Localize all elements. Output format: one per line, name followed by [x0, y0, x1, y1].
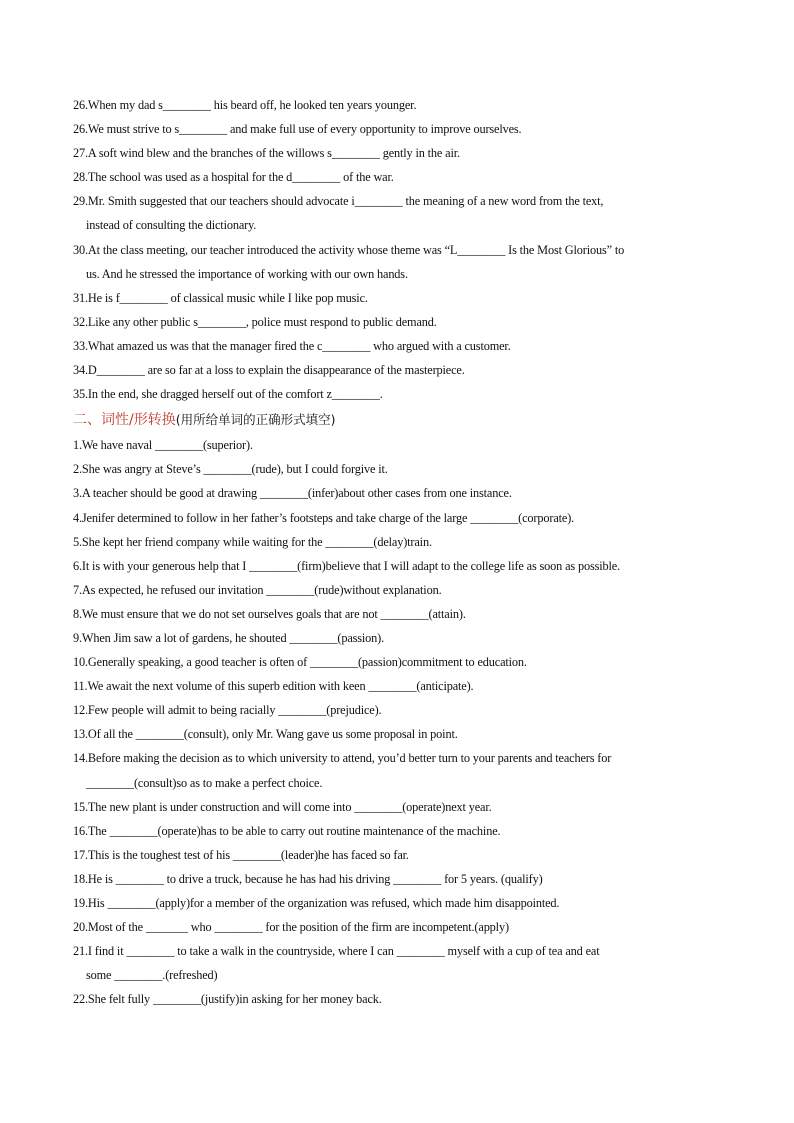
exercise-line-continued: us. And he stressed the importance of working with our own hands.	[86, 266, 408, 281]
exercise-line-continued: some ________.(refreshed)	[86, 968, 218, 983]
exercise-line: 21.I find it ________ to take a walk in the countryside, where I can ________ myself with a cup of tea and eat	[73, 944, 600, 959]
exercise-line: 2.She was angry at Steve’s ________(rude), but I could forgive it.	[73, 462, 388, 477]
worksheet-content	[73, 93, 733, 1011]
exercise-line: 34.D________ are so far at a loss to explain the disappearance of the masterpiece.	[73, 363, 465, 378]
section-heading-title: 二、词性/形转换	[73, 412, 176, 429]
exercise-line: 16.The ________(operate)has to be able to carry out routine maintenance of the machine.	[73, 823, 501, 838]
exercise-line: 30.At the class meeting, our teacher introduced the activity whose theme was “L________ Is the Most Glorious” to	[73, 242, 625, 257]
exercise-line: 12.Few people will admit to being racially ________(prejudice).	[73, 703, 382, 718]
section-heading	[73, 407, 733, 433]
exercise-line: 6.It is with your generous help that I ________(firm)believe that I will adapt to the college life as soon as possible.	[73, 558, 620, 573]
exercise-line: 4.Jenifer determined to follow in her father’s footsteps and take charge of the large ________(corporate).	[73, 510, 575, 525]
exercise-line-continued: ________(consult)so as to make a perfect choice.	[86, 775, 323, 790]
exercise-line: 10.Generally speaking, a good teacher is often of ________(passion)commitment to education.	[73, 655, 527, 670]
exercise-line: 19.His ________(apply)for a member of the organization was refused, which made him disappointed.	[73, 896, 560, 910]
exercise-line: 29.Mr. Smith suggested that our teachers should advocate i________ the meaning of a new word from the text,	[73, 194, 604, 209]
exercise-line: 7.As expected, he refused our invitation ________(rude)without explanation.	[73, 582, 442, 597]
exercise-line: 17.This is the toughest test of his ________(leader)he has faced so far.	[73, 847, 409, 862]
exercise-line: 8.We must ensure that we do not set ourselves goals that are not ________(attain).	[73, 606, 466, 621]
exercise-line: 11.We await the next volume of this superb edition with keen ________(anticipate).	[73, 679, 474, 694]
exercise-line: 35.In the end, she dragged herself out of the comfort z________.	[73, 387, 383, 402]
exercise-line: 33.What amazed us was that the manager fired the c________ who argued with a customer.	[73, 338, 511, 353]
exercise-line: 28.The school was used as a hospital for the d________ of the war.	[73, 170, 394, 185]
section-heading-instruction: (用所给单词的正确形式填空)	[175, 412, 336, 428]
exercise-line: 18.He is ________ to drive a truck, because he has had his driving ________ for 5 years. (qualify)	[73, 871, 543, 886]
exercise-line: 5.She kept her friend company while waiting for the ________(delay)train.	[73, 534, 432, 549]
exercise-line: 26.We must strive to s________ and make full use of every opportunity to improve ourselves.	[73, 122, 522, 137]
exercise-line: 20.Most of the _______ who ________ for the position of the firm are incompetent.(apply)	[73, 920, 509, 935]
exercise-line: 3.A teacher should be good at drawing ________(infer)about other cases from one instance.	[73, 486, 512, 501]
exercise-line-continued: instead of consulting the dictionary.	[86, 218, 257, 233]
exercise-line: 32.Like any other public s________, police must respond to public demand.	[73, 314, 437, 329]
exercise-line: 22.She felt fully ________(justify)in asking for her money back.	[73, 992, 382, 1007]
exercise-line: 15.The new plant is under construction and will come into ________(operate)next year.	[73, 799, 492, 814]
exercise-line: 9.When Jim saw a lot of gardens, he shouted ________(passion).	[73, 630, 385, 645]
exercise-line: 27.A soft wind blew and the branches of the willows s________ gently in the air.	[73, 146, 460, 161]
exercise-line: 1.We have naval ________(superior).	[73, 438, 253, 453]
exercise-line: 13.Of all the ________(consult), only Mr. Wang gave us some proposal in point.	[73, 727, 458, 742]
exercise-line: 14.Before making the decision as to which university to attend, you’d better turn to your parents and teachers for	[73, 751, 612, 766]
exercise-line: 26.When my dad s________ his beard off, he looked ten years younger.	[73, 98, 417, 112]
exercise-line: 31.He is f________ of classical music while I like pop music.	[73, 290, 368, 305]
